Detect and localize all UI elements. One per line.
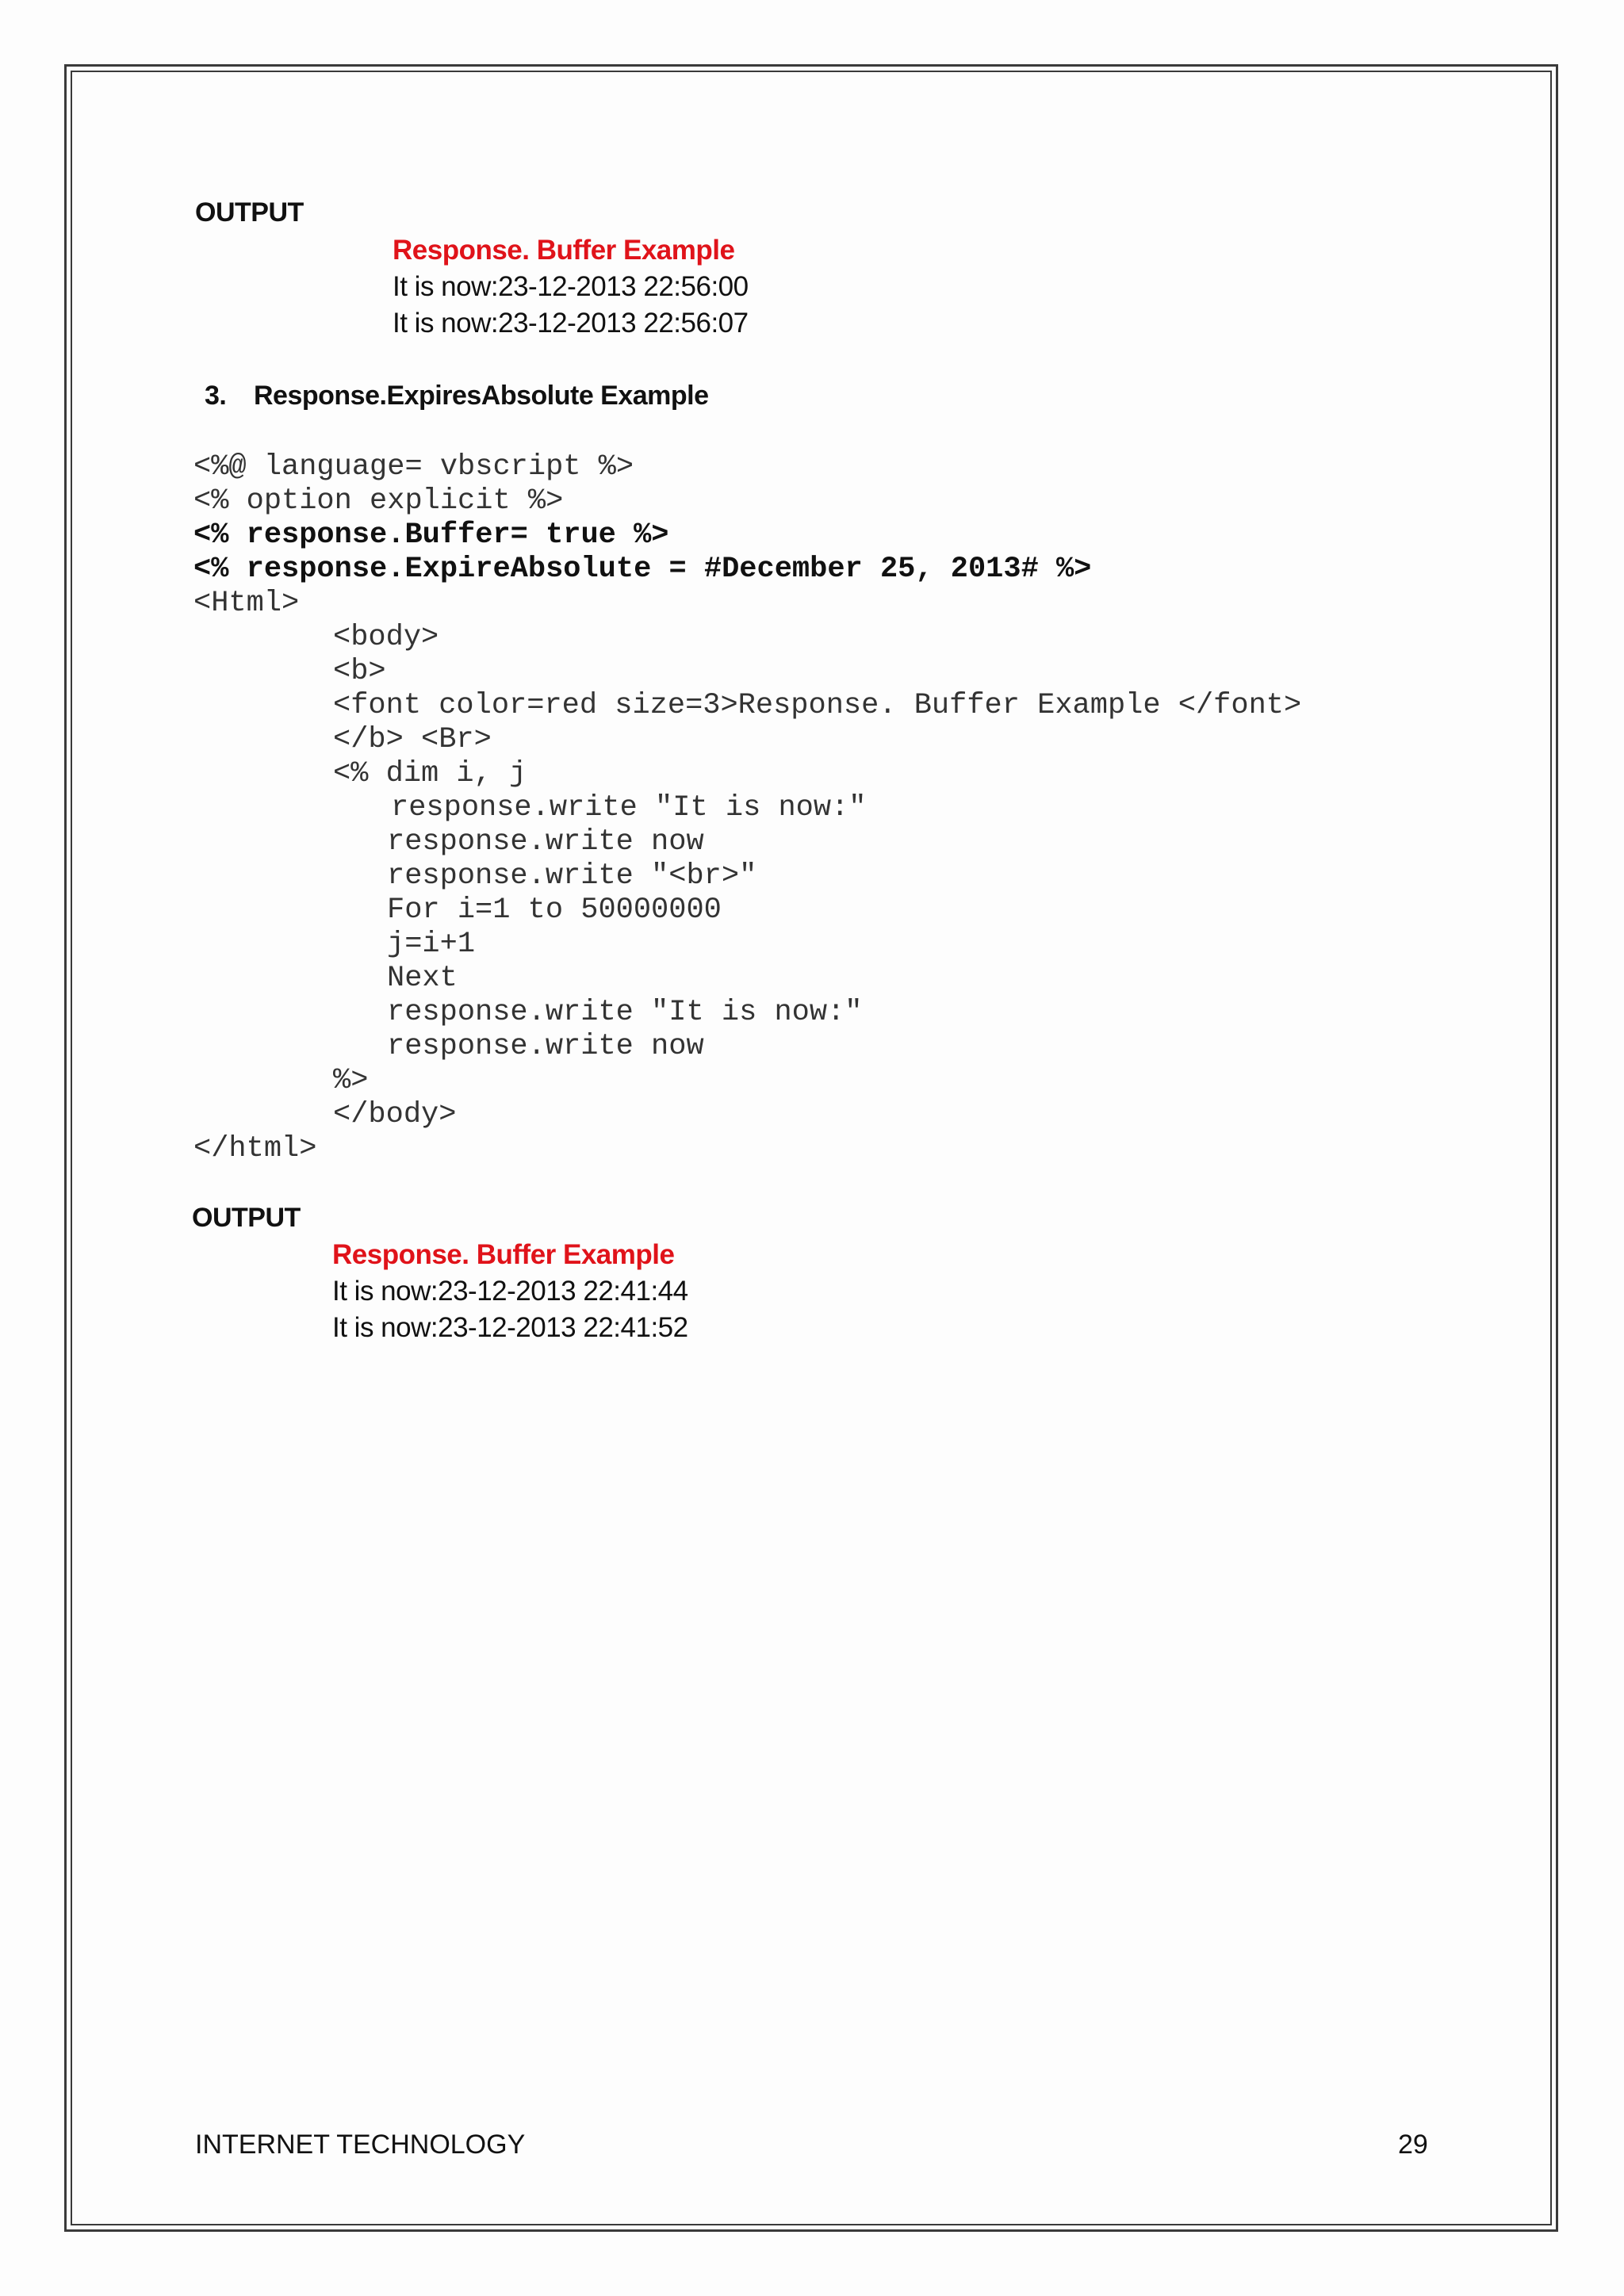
code-line: <%@ language= vbscript %> — [193, 450, 634, 484]
output-heading: OUTPUT — [195, 197, 304, 228]
footer-subject: INTERNET TECHNOLOGY — [195, 2130, 526, 2160]
code-line: </b> <Br> — [333, 723, 492, 756]
code-line: </body> — [333, 1098, 457, 1131]
code-line: Next — [387, 962, 458, 995]
section-number: 3. — [205, 381, 227, 411]
code-line: <b> — [333, 655, 386, 688]
code-line: response.write "It is now:" — [387, 996, 863, 1029]
code-line: <body> — [333, 621, 439, 654]
code-line: response.write "<br>" — [387, 859, 757, 893]
code-line: j=i+1 — [387, 928, 476, 961]
output-heading: OUTPUT — [192, 1203, 301, 1233]
section-title: Response.ExpiresAbsolute Example — [254, 381, 709, 411]
code-line: </html> — [193, 1132, 317, 1165]
output-line: It is now:23-12-2013 22:56:00 — [393, 271, 749, 302]
code-line: <font color=red size=3>Response. Buffer Example </font> — [333, 689, 1302, 722]
code-line: response.write now — [387, 825, 704, 859]
code-line: <Html> — [193, 587, 300, 620]
code-line: <% option explicit %> — [193, 484, 564, 518]
code-line: <% response.ExpireAbsolute = #December 25, 2013# %> — [193, 553, 1092, 586]
output-line: It is now:23-12-2013 22:41:52 — [332, 1312, 688, 1343]
code-line: <% response.Buffer= true %> — [193, 519, 669, 552]
code-line: %> — [333, 1064, 369, 1097]
page-number: 29 — [1398, 2130, 1428, 2160]
output-line: It is now:23-12-2013 22:41:44 — [332, 1276, 688, 1307]
code-line: For i=1 to 50000000 — [387, 894, 722, 927]
code-line: response.write now — [387, 1030, 704, 1063]
code-line: <% dim i, j — [333, 757, 527, 790]
output-title: Response. Buffer Example — [393, 235, 735, 266]
output-title: Response. Buffer Example — [332, 1239, 675, 1270]
output-line: It is now:23-12-2013 22:56:07 — [393, 308, 749, 339]
code-line: response.write "It is now:" — [391, 791, 867, 825]
